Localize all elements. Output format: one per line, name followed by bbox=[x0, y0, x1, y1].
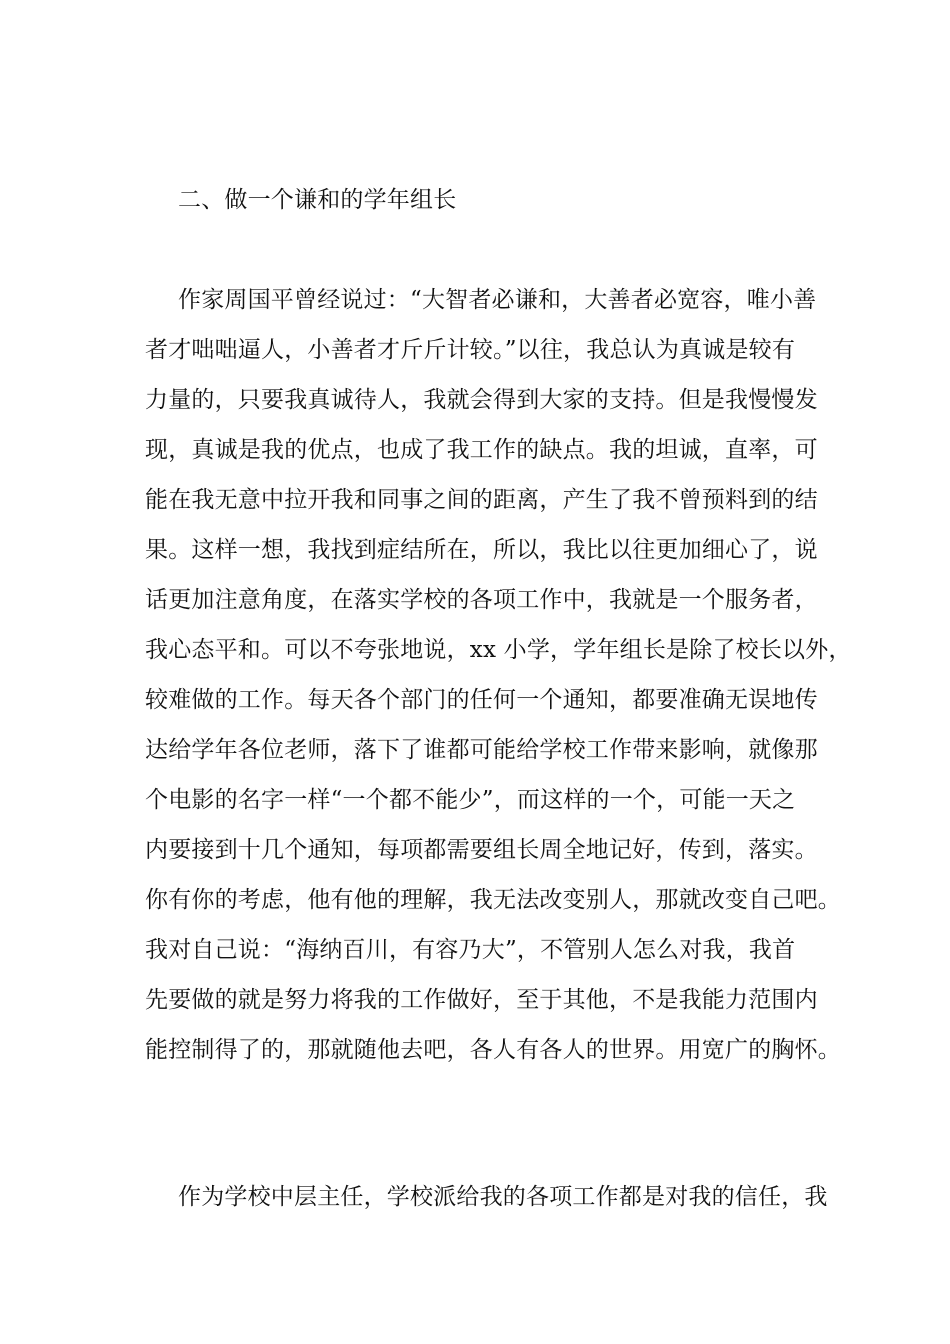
paragraph-line: 能控制得了的，那就随他去吧，各人有各人的世界。用宽广的胸怀。 bbox=[145, 1037, 841, 1063]
paragraph-line: 者才咄咄逼人，小善者才斤斤计较。”以往，我总认为真诚是较有 bbox=[145, 337, 796, 363]
paragraph-line: 我心态平和。可以不夸张地说，xx 小学，学年组长是除了校长以外， bbox=[145, 637, 852, 663]
paragraph-line: 话更加注意角度，在落实学校的各项工作中，我就是一个服务者， bbox=[145, 587, 818, 613]
paragraph-line: 达给学年各位老师，落下了谁都可能给学校工作带来影响，就像那 bbox=[145, 737, 818, 763]
paragraph-line: 果。这样一想，我找到症结所在，所以，我比以往更加细心了，说 bbox=[145, 537, 818, 563]
paragraph-line: 个电影的名字一样“一个都不能少”，而这样的一个，可能一天之 bbox=[145, 787, 796, 813]
paragraph-line: 内要接到十几个通知，每项都需要组长周全地记好，传到，落实。 bbox=[145, 837, 818, 863]
paragraph-line: 力量的，只要我真诚待人，我就会得到大家的支持。但是我慢慢发 bbox=[145, 387, 818, 413]
paragraph-line: 较难做的工作。每天各个部门的任何一个通知，都要准确无误地传 bbox=[145, 687, 818, 713]
paragraph-line: 现，真诚是我的优点，也成了我工作的缺点。我的坦诚，直率，可 bbox=[145, 437, 818, 463]
paragraph-line: 先要做的就是努力将我的工作做好，至于其他，不是我能力范围内 bbox=[145, 987, 818, 1013]
paragraph-line: 能在我无意中拉开我和同事之间的距离，产生了我不曾预料到的结 bbox=[145, 487, 818, 513]
paragraph-line: 我对自己说：“海纳百川，有容乃大”，不管别人怎么对我，我首 bbox=[145, 937, 796, 963]
paragraph-line: 你有你的考虑，他有他的理解，我无法改变别人，那就改变自己吧。 bbox=[145, 887, 841, 913]
section-heading: 二、做一个谦和的学年组长 bbox=[178, 187, 457, 213]
paragraph-line: 作为学校中层主任，学校派给我的各项工作都是对我的信任，我 bbox=[178, 1184, 828, 1210]
paragraph-line: 作家周国平曾经说过：“大智者必谦和，大善者必宽容，唯小善 bbox=[178, 287, 817, 313]
